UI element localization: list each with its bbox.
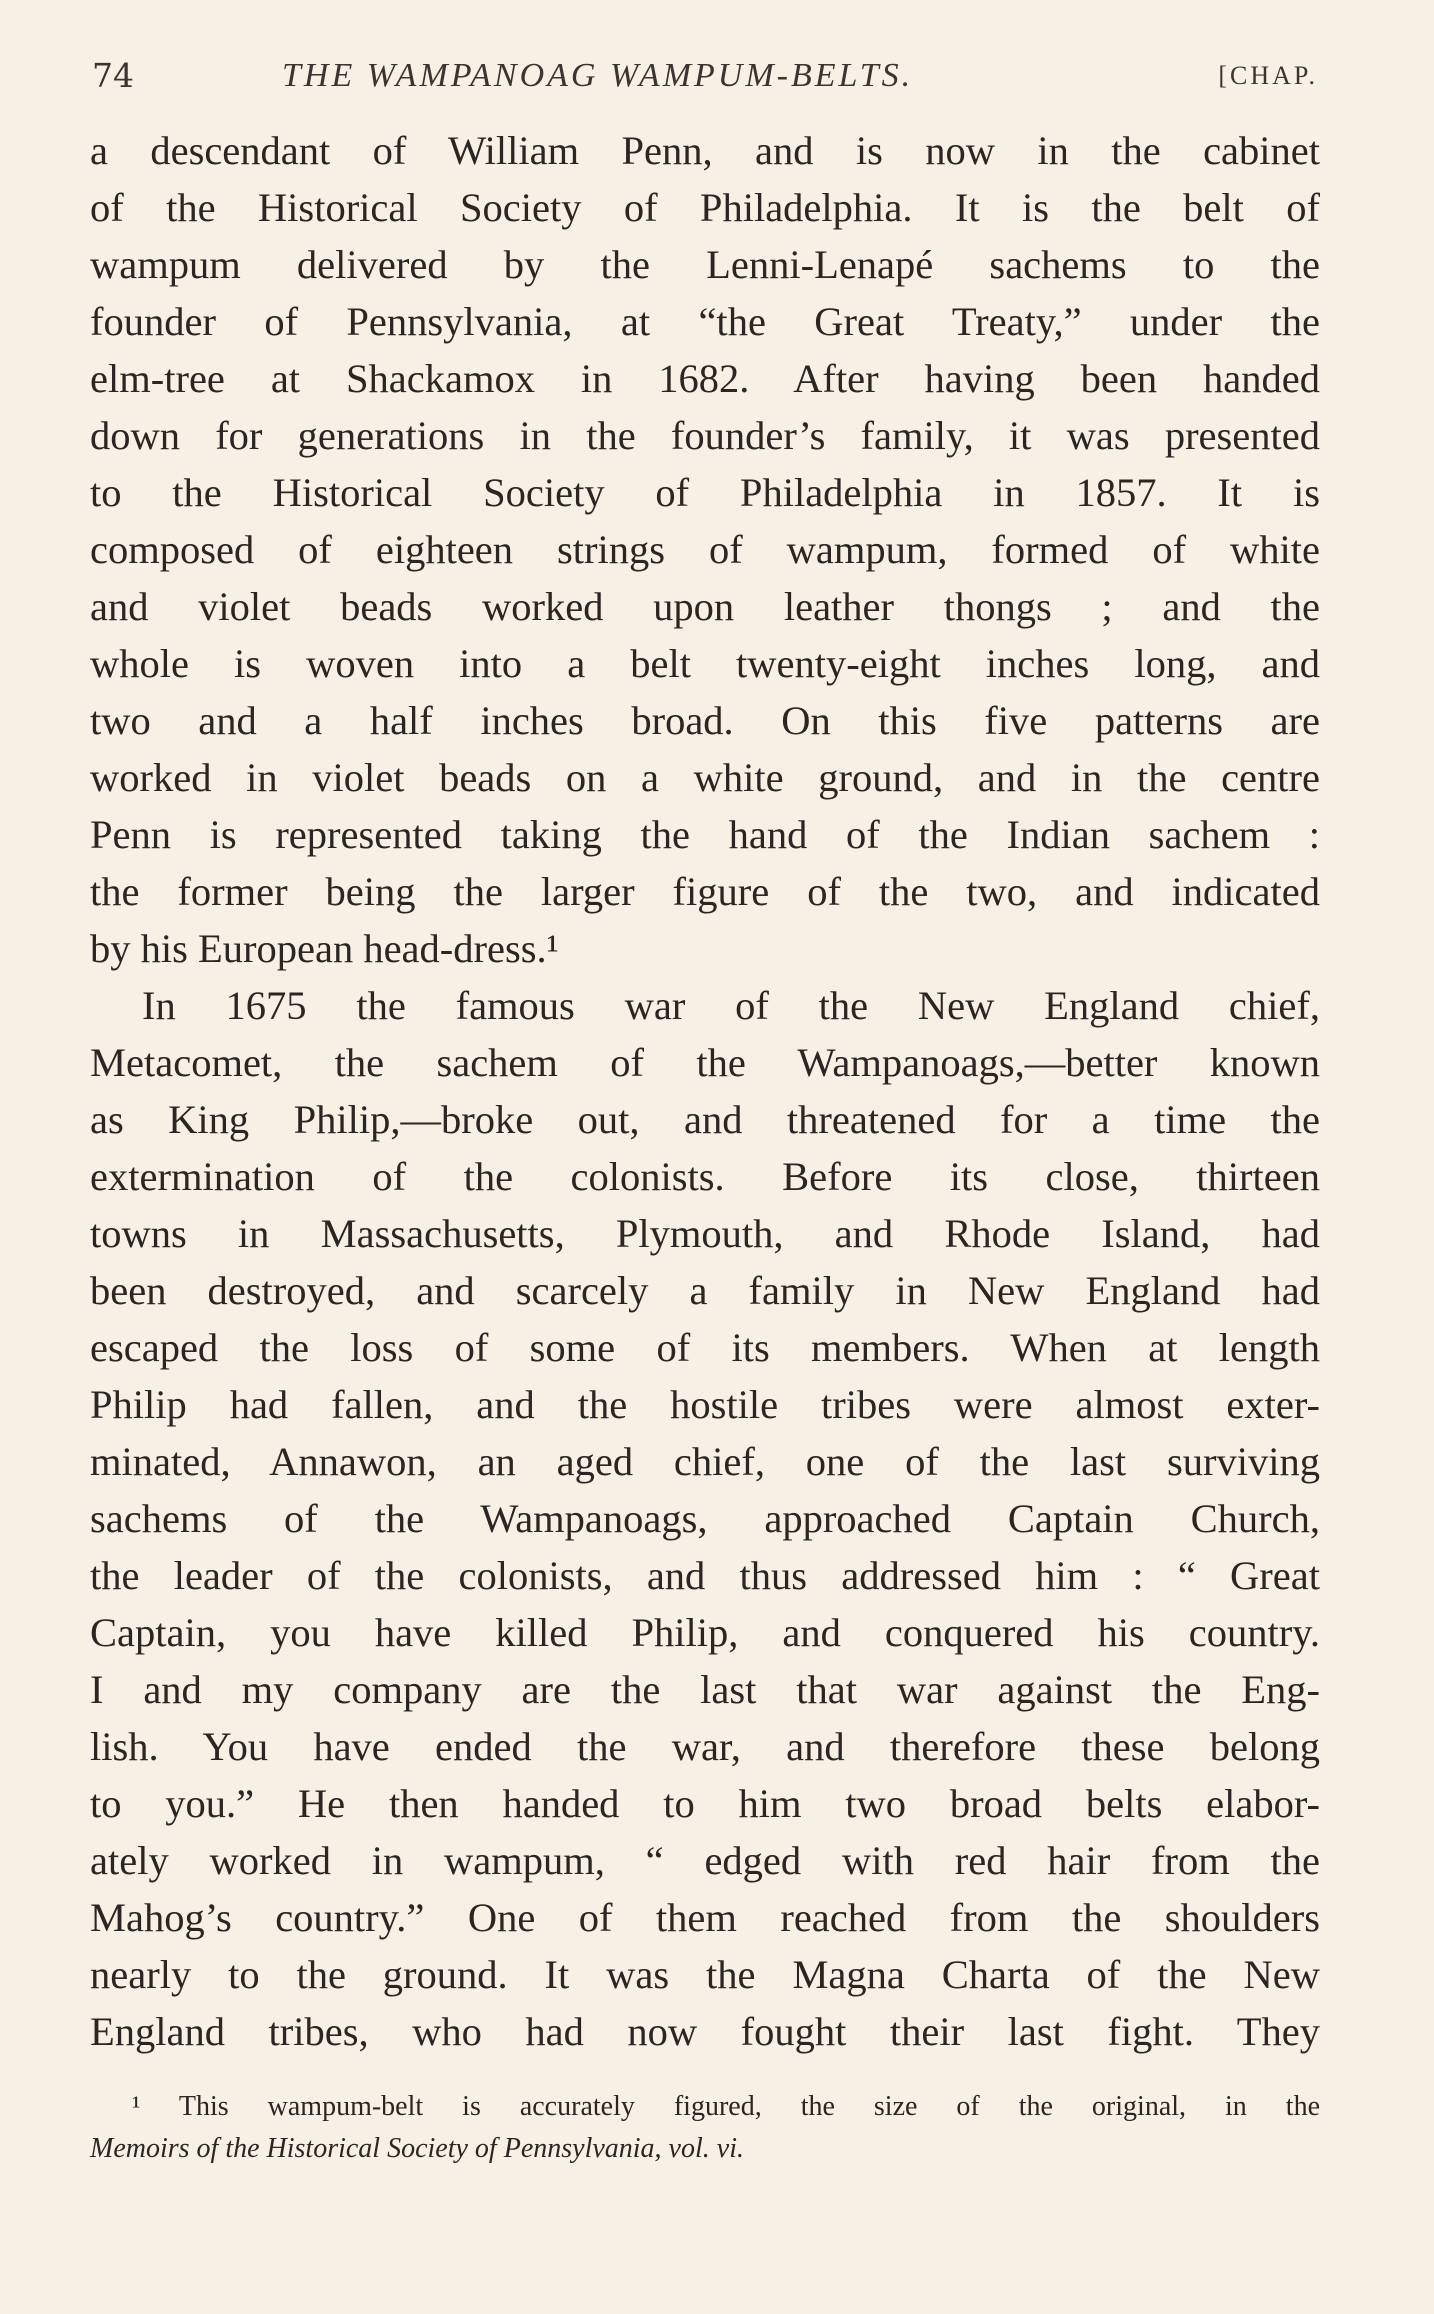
text-line: of the Historical Society of Philadelphia. It is the belt of	[90, 185, 1320, 230]
text-line: ately worked in wampum, “ edged with red hair from the	[90, 1838, 1320, 1883]
text-line: a descendant of William Penn, and is now in the cabinet	[90, 128, 1320, 173]
text-line: Captain, you have killed Philip, and conquered his country.	[90, 1610, 1320, 1655]
text-line: worked in violet beads on a white ground, and in the centre	[90, 755, 1320, 800]
chapter-mark: [CHAP.	[1218, 61, 1318, 90]
page-number: 74	[92, 56, 134, 95]
text-line: founder of Pennsylvania, at “the Great Treaty,” under the	[90, 299, 1320, 344]
text-line: by his European head-dress.¹	[90, 926, 559, 971]
text-line: whole is woven into a belt twenty-eight inches long, and	[90, 641, 1320, 686]
text-line: England tribes, who had now fought their last fight. They	[90, 2009, 1320, 2054]
text-line: composed of eighteen strings of wampum, formed of white	[90, 527, 1320, 572]
running-title: THE WAMPANOAG WAMPUM-BELTS.	[282, 57, 914, 94]
text-line: and violet beads worked upon leather thongs ; and the	[90, 584, 1320, 629]
footnote-citation: Memoirs of the Historical Society of Pennsylvania, vol. vi.	[90, 2133, 744, 2164]
page-header	[92, 46, 1318, 106]
body-text	[90, 122, 1320, 2060]
text-line: I and my company are the last that war against the Eng-	[90, 1667, 1320, 1712]
text-line: towns in Massachusetts, Plymouth, and Rhode Island, had	[90, 1211, 1320, 1256]
paragraph-start-line: In 1675 the famous war of the New England chief,	[142, 983, 1320, 1028]
text-line: nearly to the ground. It was the Magna Charta of the New	[90, 1952, 1320, 1997]
text-line: escaped the loss of some of its members. When at length	[90, 1325, 1320, 1370]
text-line: Mahog’s country.” One of them reached from the shoulders	[90, 1895, 1320, 1940]
text-line: as King Philip,—broke out, and threatened for a time the	[90, 1097, 1320, 1142]
text-line: Penn is represented taking the hand of the Indian sachem :	[90, 812, 1320, 857]
text-line: the leader of the colonists, and thus addressed him : “ Great	[90, 1553, 1320, 1598]
text-line: two and a half inches broad. On this five patterns are	[90, 698, 1320, 743]
text-line: been destroyed, and scarcely a family in New England had	[90, 1268, 1320, 1313]
text-line: elm-tree at Shackamox in 1682. After having been handed	[90, 356, 1320, 401]
text-line: Metacomet, the sachem of the Wampanoags,—better known	[90, 1040, 1320, 1085]
text-line: wampum delivered by the Lenni-Lenapé sachems to the	[90, 242, 1320, 287]
text-line: sachems of the Wampanoags, approached Captain Church,	[90, 1496, 1320, 1541]
footnote	[90, 2086, 1320, 2170]
text-line: to you.” He then handed to him two broad belts elabor-	[90, 1781, 1320, 1826]
text-line: lish. You have ended the war, and therefore these belong	[90, 1724, 1320, 1769]
text-line: down for generations in the founder’s family, it was presented	[90, 413, 1320, 458]
text-line: minated, Annawon, an aged chief, one of the last surviving	[90, 1439, 1320, 1484]
text-line: the former being the larger figure of the two, and indicated	[90, 869, 1320, 914]
footnote-line: ¹ This wampum-belt is accurately figured, the size of the original, in the	[132, 2091, 1320, 2122]
text-line: extermination of the colonists. Before its close, thirteen	[90, 1154, 1320, 1199]
text-line: Philip had fallen, and the hostile tribes were almost exter-	[90, 1382, 1320, 1427]
text-line: to the Historical Society of Philadelphia in 1857. It is	[90, 470, 1320, 515]
